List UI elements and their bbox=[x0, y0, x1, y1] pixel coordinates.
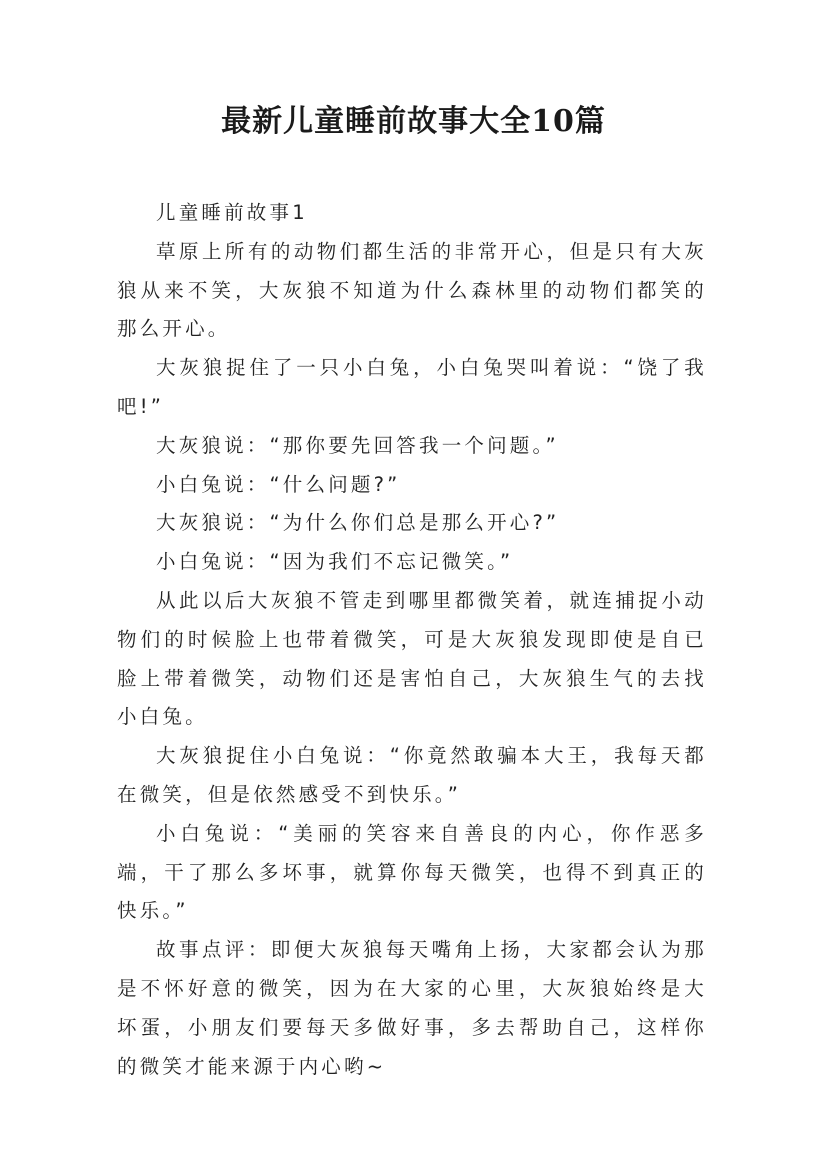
document-title: 最新儿童睡前故事大全10篇 bbox=[221, 104, 606, 139]
paragraph: 小白兔说：“什么问题?” bbox=[156, 472, 401, 496]
paragraph-story-heading: 儿童睡前故事1 bbox=[156, 201, 308, 224]
paragraph: 大灰狼说：“那你要先回答我一个问题。” bbox=[156, 433, 559, 457]
paragraph: 大灰狼说：“为什么你们总是那么开心?” bbox=[156, 511, 560, 535]
document-body bbox=[117, 194, 707, 1086]
paragraph: 大灰狼捉住小白兔说：“你竟然敢骗本大王，我每天都在微笑，但是依然感受不到快乐。” bbox=[117, 744, 707, 806]
paragraph: 小白兔说：“美丽的笑容来自善良的内心，你作恶多端，干了那么多坏事，就算你每天微笑，也得不到真正的快乐。” bbox=[117, 821, 707, 923]
paragraph: 草原上所有的动物们都生活的非常开心，但是只有大灰狼从来不笑，大灰狼不知道为什么森林里的动物们都笑的那么开心。 bbox=[117, 239, 707, 341]
paragraph: 从此以后大灰狼不管走到哪里都微笑着，就连捕捉小动物们的时候脸上也带着微笑，可是大灰狼发现即使是自已脸上带着微笑，动物们还是害怕自己，大灰狼生气的去找小白兔。 bbox=[117, 588, 707, 729]
paragraph: 大灰狼捉住了一只小白兔，小白兔哭叫着说：“饶了我吧!” bbox=[117, 356, 707, 418]
paragraph: 小白兔说：“因为我们不忘记微笑。” bbox=[156, 550, 514, 574]
paragraph-commentary: 故事点评：即便大灰狼每天嘴角上扬，大家都会认为那是不怀好意的微笑，因为在大家的心里，大灰狼始终是大坏蛋，小朋友们要每天多做好事，多去帮助自己，这样你的微笑才能来源于内心哟~ bbox=[117, 938, 707, 1078]
